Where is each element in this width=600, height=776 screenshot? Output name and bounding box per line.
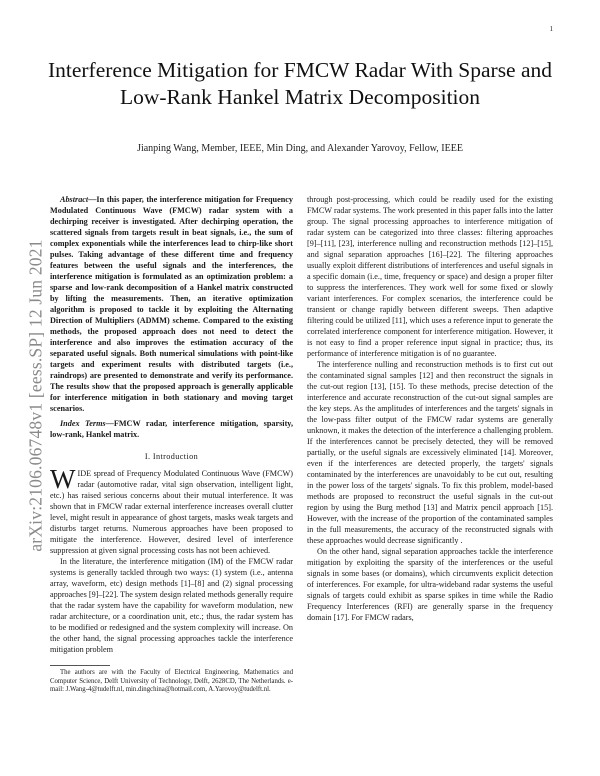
intro-paragraph xyxy=(50,464,293,556)
author-line: Jianping Wang, Member, IEEE, Min Ding, and Alexander Yarovoy, Fellow, IEEE xyxy=(137,143,463,154)
drop-cap: W xyxy=(50,464,76,494)
left-column xyxy=(50,194,293,695)
page-number: 1 xyxy=(549,25,553,33)
footnote-rule xyxy=(50,665,110,666)
abstract xyxy=(50,194,293,414)
intro-paragraph: In the literature, the interference mitigation (IM) of the FMCW radar systems is generally tackled through two ways: (1) system (i.e., antenna array, waveform, etc) design methods [1]–[8] and (2) signal processing approaches [9]–[22]. The system design related methods generally require that the radar system have the capability for waveform modulation, new radar architecture, or a coordination unit, etc.; thus, the radar system has to be modified or redesigned and the system complexity will increase. On the other hand, the signal processing approaches tackle the interference mitigation problem xyxy=(50,557,293,654)
body-paragraph: through post-processing, which could be readily used for the existing FMCW radar systems. The work presented in this paper falls into the latter group. The signal processing approaches to interference mitigation of radar system can be categorized into three classes: filtering approaches [9]–[11], [23], interference nulling and reconstruction methods [12]–[15], and signal separation approaches [16]–[22]. The filtering approaches usually exploit different distributions of interferences and useful signals in a specific domain (i.e., time, frequency or space) and design a proper filter to suppress the interferences. They work well for some fixed or slowly variant interferences. For complex scenarios, the interference could be transient or change rapidly between different sweeps. Then adaptive filtering could be utilized [11], which uses a reference input to generate the correlated interference component for interference mitigation. However, it is not easy to find a proper reference input signal in practice; thus, its performance of interference mitigation is of no guarantee. xyxy=(307,195,553,358)
arxiv-side-stamp: arXiv:2106.06748v1 [eess.SP] 12 Jun 2021 xyxy=(25,239,46,552)
body-paragraph: On the other hand, signal separation approaches tackle the interference mitigation by exploiting the sparsity of the interferences or the useful signals in some bases (or domains), which circumvents explicit detection of interferences. For example, for ultra-wideband radar systems the useful signals of targets could exhibit as sparse spikes in time while the Radio Frequency Interferences (RFI) are generally sparse in the frequency domain [17]. For FMCW radars, xyxy=(307,547,553,622)
paper-title: Interference Mitigation for FMCW Radar With Sparse and Low-Rank Hankel Matrix Decomposition xyxy=(47,58,553,109)
abstract-label: Abstract xyxy=(60,195,89,204)
abstract-text: —In this paper, the interference mitigation for Frequency Modulated Continuous Wave (FMCW) radar system with a dechirping receiver is investigated. After dechirping operation, the scattered signals from targets result in beat signals, i.e., the sum of complex exponentials while the interferences lead to chirp-like short pulses. Taking advantage of these different time and frequency features between the useful signals and the interferences, the interference mitigation is formulated as an optimization problem: a sparse and low-rank decomposition of a Hankel matrix constructed by lifting the measurements. Then, an iterative optimization algorithm is proposed to tackle it by exploiting the Alternating Direction of Multipliers (ADMM) scheme. Compared to the existing methods, the proposed approach does not need to detect the interference and also improves the estimation accuracy of the separated useful signals. Both numerical simulations with point-like targets and experiment results with distributed targets (i.e., raindrops) are presented to demonstrate and verify its performance. The results show that the proposed approach is generally applicable for interference mitigation in both stationary and moving target scenarios. xyxy=(50,195,293,413)
index-terms-text: —FMCW radar, interference mitigation, sparsity, low-rank, Hankel matrix. xyxy=(50,419,293,439)
index-terms xyxy=(50,418,293,440)
section-heading: I. Introduction xyxy=(144,452,199,461)
footnote: The authors are with the Faculty of Electrical Engineering, Mathematics and Computer Science, Delft University of Technology, Delft, 2628CD, The Netherlands. e-mail: J.Wang-4@tudelft.nl, min.dingchina@hotmail.com, A.Yarovoy@tudelft.nl. xyxy=(50,669,293,694)
intro-paragraph-text: IDE spread of Frequency Modulated Continuous Wave (FMCW) radar (automotive radar, vital sign observation, intelligent light, etc.) has raised serious concerns about their mutual interference. It was shown that in FMCW radar external interference increases overall clutter level, might result in appearance of ghost targets, masks weak targets and disturbs target returns. Numerous approaches have been proposed to mitigate the interference. However, desired level of interference suppression at given signal processing costs has not been achieved. xyxy=(50,469,293,555)
body-paragraph: The interference nulling and reconstruction methods is to first cut out the contaminated signal samples [12] and then reconstruct the signals in the cut-out region [13], [15]. To these methods, precise detection of the interference and accurate reconstruction of the cut-out signal samples are the key steps. As the amplitudes of interferences and the targets' signals in the low-pass filter output of the FMCW radar systems are generally unknown, it makes the detection of the interference a challenging problem. If the interferences cannot be precisely detected, they will be removed partially, or the useful signals are excessively eliminated [14]. Moreover, even if the interferences are detected properly, the targets' signals contaminated by the interferences are unavoidably to be cut out, resulting in the power loss of the targets' signals. To fix this problem, model-based methods are proposed to reconstruct the useful signals in the cut-out region by using the Burg method [13] and Matrix pencil approach [15]. However, with the increase of the proportion of the contaminated samples in the full measurements, the accuracy of the reconstructed signals with these approaches would decrease significantly . xyxy=(307,360,553,545)
right-column xyxy=(307,194,553,623)
index-terms-label: Index Terms xyxy=(60,419,106,428)
